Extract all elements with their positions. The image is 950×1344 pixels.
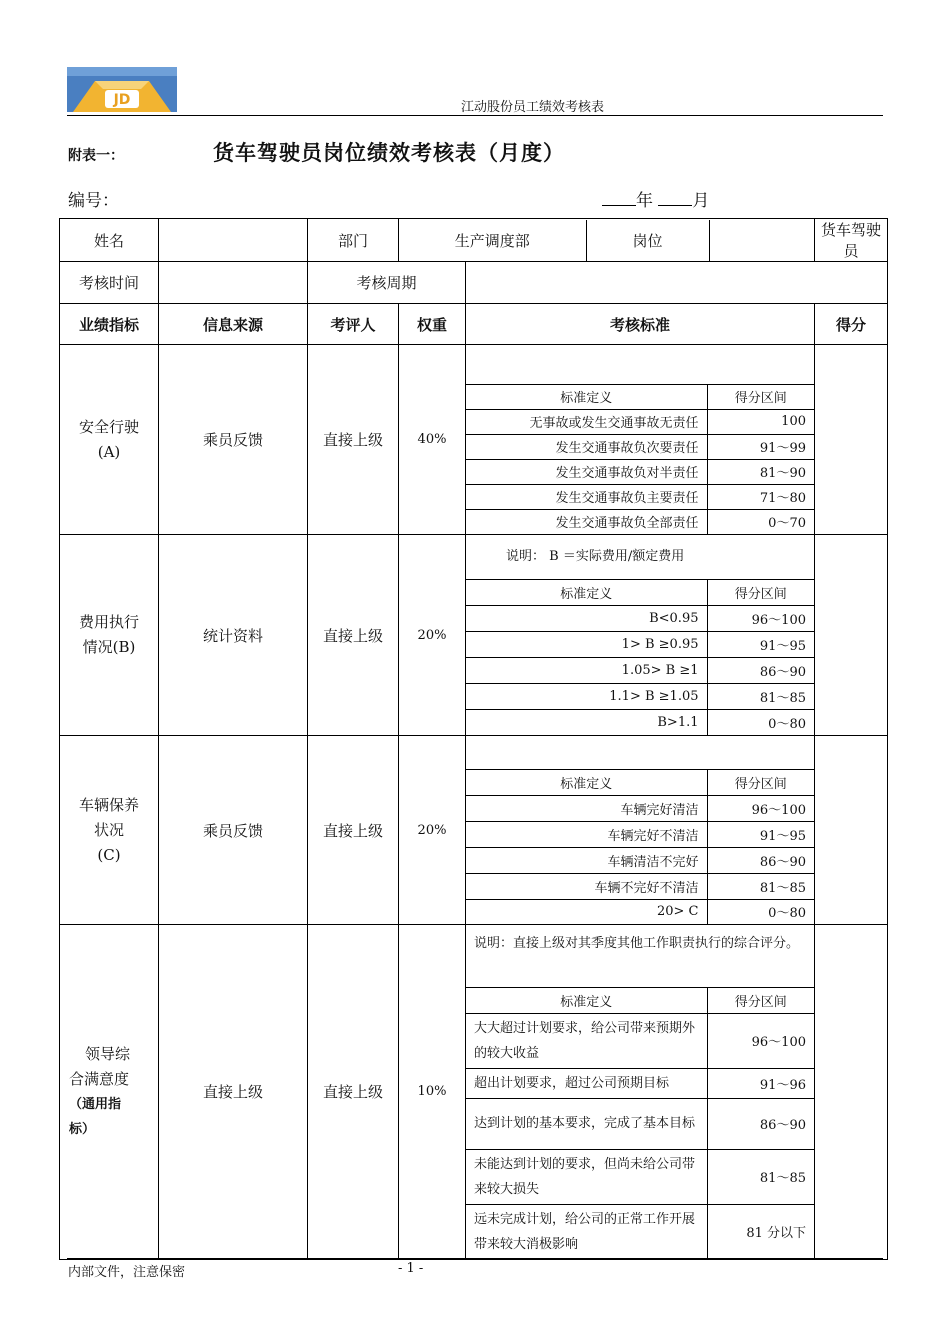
year-blank[interactable]	[602, 189, 636, 206]
std-def: 达到计划的基本要求，完成了基本目标	[466, 1098, 707, 1149]
indicator-name	[60, 535, 159, 736]
weight: 20%	[399, 736, 466, 925]
std-score: 81～85	[707, 873, 814, 899]
info-row-1	[60, 219, 888, 262]
indicator-name-line: 合满意度	[69, 1069, 130, 1088]
standard-note: 说明： B ＝实际费用/额定费用	[466, 535, 814, 580]
std-def: 1.1> B ≥1.05	[466, 683, 707, 709]
standard-table	[466, 988, 814, 1259]
std-def: 1.05> B ≥1	[466, 657, 707, 683]
info-source: 统计资料	[159, 535, 308, 736]
std-def: 20> C	[466, 899, 707, 924]
standard-cell	[466, 535, 815, 736]
indicator-code: (C)	[97, 845, 121, 864]
indicator-row-leader-satisfaction	[60, 925, 888, 1260]
std-score: 100	[707, 409, 814, 434]
col-header-score: 得分	[815, 304, 888, 345]
std-score-header: 得分区间	[707, 770, 814, 795]
standard-cell	[466, 345, 815, 535]
weight: 10%	[399, 925, 466, 1260]
indicator-name	[60, 925, 159, 1260]
std-def: 发生交通事故负主要责任	[466, 484, 707, 509]
annex-label: 附表一：	[68, 148, 124, 164]
evaluator: 直接上级	[308, 925, 399, 1260]
page-title: 货车驾驶员岗位绩效考核表（月度）	[213, 140, 565, 165]
standard-cell	[466, 736, 815, 925]
std-def: 车辆清洁不完好	[466, 847, 707, 873]
std-score: 81～85	[707, 1149, 814, 1204]
evaluator: 直接上级	[308, 736, 399, 925]
indicator-name-line: 车辆保养	[78, 795, 139, 814]
indicator-tag: （通用指	[69, 1096, 122, 1112]
std-score: 0～80	[768, 716, 806, 732]
company-logo	[67, 67, 177, 112]
info-source: 乘员反馈	[159, 345, 308, 535]
std-def: 车辆不完好不清洁	[466, 873, 707, 899]
month-blank[interactable]	[658, 189, 692, 206]
logo-text: JD	[113, 92, 131, 108]
document-header-title: 江动股份员工绩效考核表	[460, 100, 604, 115]
dept-post-cell	[399, 219, 815, 262]
weight: 40%	[399, 345, 466, 535]
std-def: 无事故或发生交通事故无责任	[466, 409, 707, 434]
indicator-name-line: 状况	[93, 820, 124, 839]
std-def: 发生交通事故负次要责任	[466, 434, 707, 459]
indicator-name-line: 费用执行	[78, 613, 139, 631]
period-label: 考核周期	[308, 262, 466, 304]
footer-confidential: 内部文件，注意保密	[68, 1265, 186, 1280]
evaluator: 直接上级	[308, 535, 399, 736]
std-score: 81～90	[707, 459, 814, 484]
indicator-name	[60, 345, 159, 535]
info-source: 直接上级	[159, 925, 308, 1260]
score-field[interactable]	[815, 345, 888, 535]
footer-rule	[67, 1258, 883, 1259]
std-score: 96～100	[707, 795, 814, 821]
std-score: 86～90	[707, 1098, 814, 1149]
std-score-header: 得分区间	[707, 385, 814, 409]
indicator-name-line: 领导综	[85, 1044, 131, 1063]
indicator-name-line: 安全行驶	[78, 417, 139, 436]
name-label: 姓名	[60, 219, 159, 262]
std-def: 发生交通事故负全部责任	[466, 509, 707, 534]
dept-value: 生产调度部	[399, 220, 586, 261]
std-def: 远未完成计划，给公司的正常工作开展带来较大消极影响	[466, 1204, 707, 1259]
indicator-row-maintenance	[60, 736, 888, 925]
year-label: 年	[636, 191, 653, 211]
std-score: 91～95	[707, 631, 814, 657]
evaluator: 直接上级	[308, 345, 399, 535]
std-score: 91～95	[707, 821, 814, 847]
std-score: 91～99	[707, 434, 814, 459]
std-def: B<0.95	[466, 605, 707, 631]
name-field[interactable]	[159, 219, 308, 262]
std-score: 71～80	[707, 484, 814, 509]
col-header-evaluator: 考评人	[308, 304, 399, 345]
month-label: 月	[692, 191, 710, 211]
std-def: 超出计划要求，超过公司预期目标	[466, 1068, 707, 1098]
standard-cell	[466, 925, 815, 1260]
score-field[interactable]	[815, 736, 888, 925]
std-def-header: 标准定义	[466, 770, 707, 795]
score-field[interactable]	[815, 535, 888, 736]
std-def: 1> B ≥0.95	[466, 631, 707, 657]
std-def-header: 标准定义	[466, 580, 707, 605]
dept-label: 部门	[308, 219, 399, 262]
std-score: 86～90	[707, 657, 814, 683]
col-header-standard: 考核标准	[466, 304, 815, 345]
indicator-row-safety	[60, 345, 888, 535]
standard-table	[466, 580, 814, 735]
std-score: 81～85	[707, 683, 814, 709]
std-def: 发生交通事故负对半责任	[466, 459, 707, 484]
serial-label: 编号：	[68, 191, 119, 211]
std-def-header: 标准定义	[466, 988, 707, 1013]
std-def: 未能达到计划的要求，但尚未给公司带来较大损失	[466, 1149, 707, 1204]
std-def: 车辆完好不清洁	[466, 821, 707, 847]
standard-table	[466, 385, 814, 534]
evaluation-table	[59, 218, 888, 1260]
date-line	[602, 186, 709, 211]
weight: 20%	[399, 535, 466, 736]
post-value-spacer	[709, 220, 815, 261]
std-def: 车辆完好清洁	[466, 795, 707, 821]
period-field[interactable]	[466, 262, 888, 304]
indicator-name-line: 情况(B)	[82, 638, 136, 656]
info-source: 乘员反馈	[159, 736, 308, 925]
standard-table	[466, 770, 814, 924]
standard-note: 说明：直接上级对其季度其他工作职责执行的综合评分。	[466, 925, 814, 988]
post-value: 货车驾驶员	[815, 219, 888, 262]
std-score-header: 得分区间	[707, 988, 814, 1013]
std-score: 91～96	[707, 1068, 814, 1098]
post-label: 岗位	[586, 220, 709, 261]
page-number: - 1 -	[398, 1261, 424, 1276]
std-def-header: 标准定义	[466, 385, 707, 409]
score-field[interactable]	[815, 925, 888, 1260]
std-score: 96～100	[707, 605, 814, 631]
std-score: 86～90	[707, 847, 814, 873]
std-score: 81 分以下	[746, 1226, 806, 1241]
indicator-name	[60, 736, 159, 925]
std-score: 0～80	[768, 906, 806, 922]
std-def: 大大超过计划要求，给公司带来预期外的较大收益	[466, 1013, 707, 1068]
column-header-row	[60, 304, 888, 345]
col-header-weight: 权重	[399, 304, 466, 345]
info-row-2	[60, 262, 888, 304]
header-rule	[67, 115, 883, 116]
std-score: 0～70	[768, 516, 806, 532]
dept-post-table	[399, 220, 815, 261]
indicator-row-cost	[60, 535, 888, 736]
std-def: B>1.1	[466, 709, 707, 735]
standard-note	[466, 345, 814, 385]
standard-note	[466, 736, 814, 770]
time-field[interactable]	[159, 262, 308, 304]
std-score: 96～100	[707, 1013, 814, 1068]
std-score-header: 得分区间	[707, 580, 814, 605]
time-label: 考核时间	[60, 262, 159, 304]
indicator-tag: 标）	[69, 1121, 96, 1137]
indicator-code: (A)	[97, 442, 121, 461]
col-header-indicator: 业绩指标	[60, 304, 159, 345]
col-header-source: 信息来源	[159, 304, 308, 345]
